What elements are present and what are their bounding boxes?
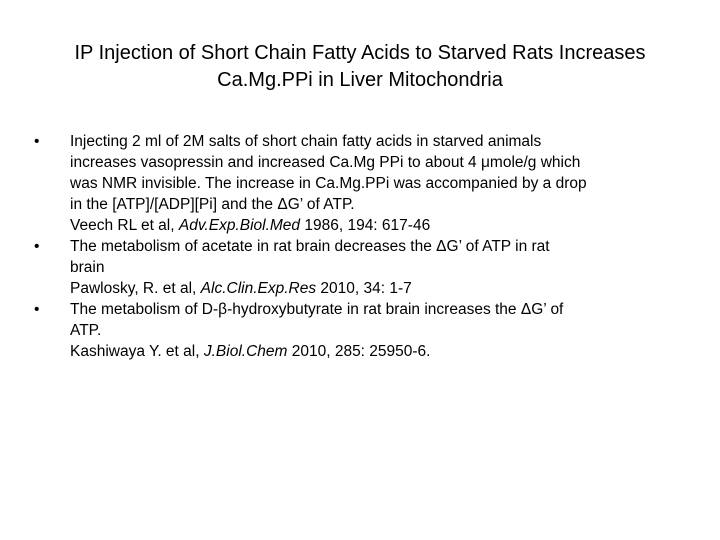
bullet-item <box>34 131 684 236</box>
citation-authors: Pawlosky, R. et al, <box>70 280 201 297</box>
citation-details: 2010, 285: 25950-6. <box>287 343 431 360</box>
bullet-text-line: brain <box>70 259 105 276</box>
citation-journal: Alc.Clin.Exp.Res <box>200 280 317 297</box>
bullet-text-line: The metabolism of D-β-hydroxybutyrate in rat brain increases the ΔG’ of <box>70 301 564 318</box>
title-line-2: Ca.Mg.PPi in Liver Mitochondria <box>217 69 503 91</box>
citation-authors: Kashiwaya Y. et al, <box>70 343 204 360</box>
citation-journal: J.Biol.Chem <box>203 343 288 360</box>
bullet-text-line: Injecting 2 ml of 2M salts of short chain fatty acids in starved animals <box>70 133 542 150</box>
bullet-text-line: in the [ATP]/[ADP][Pi] and the ΔG’ of ATP. <box>70 196 355 213</box>
citation-authors: Veech RL et al, <box>70 217 179 234</box>
citation <box>70 341 684 362</box>
title-line-1: IP Injection of Short Chain Fatty Acids to Starved Rats Increases <box>74 42 646 64</box>
bullet-text-line: The metabolism of acetate in rat brain decreases the ΔG’ of ATP in rat <box>70 238 550 255</box>
slide-title <box>40 40 680 94</box>
bullet-list <box>34 131 684 362</box>
bullet-text-line: was NMR invisible. The increase in Ca.Mg.PPi was accompanied by a drop <box>70 175 587 192</box>
citation <box>70 278 684 299</box>
bullet-marker: • <box>34 238 40 255</box>
citation-details: 1986, 194: 617-46 <box>300 217 431 234</box>
bullet-marker: • <box>34 133 40 150</box>
bullet-text-line: ATP. <box>70 322 102 339</box>
bullet-text-line: increases vasopressin and increased Ca.Mg PPi to about 4 μmole/g which <box>70 154 581 171</box>
citation-details: 2010, 34: 1-7 <box>316 280 412 297</box>
bullet-item <box>34 299 684 362</box>
citation <box>70 215 684 236</box>
bullet-item <box>34 236 684 299</box>
citation-journal: Adv.Exp.Biol.Med <box>178 217 301 234</box>
bullet-marker: • <box>34 301 40 318</box>
